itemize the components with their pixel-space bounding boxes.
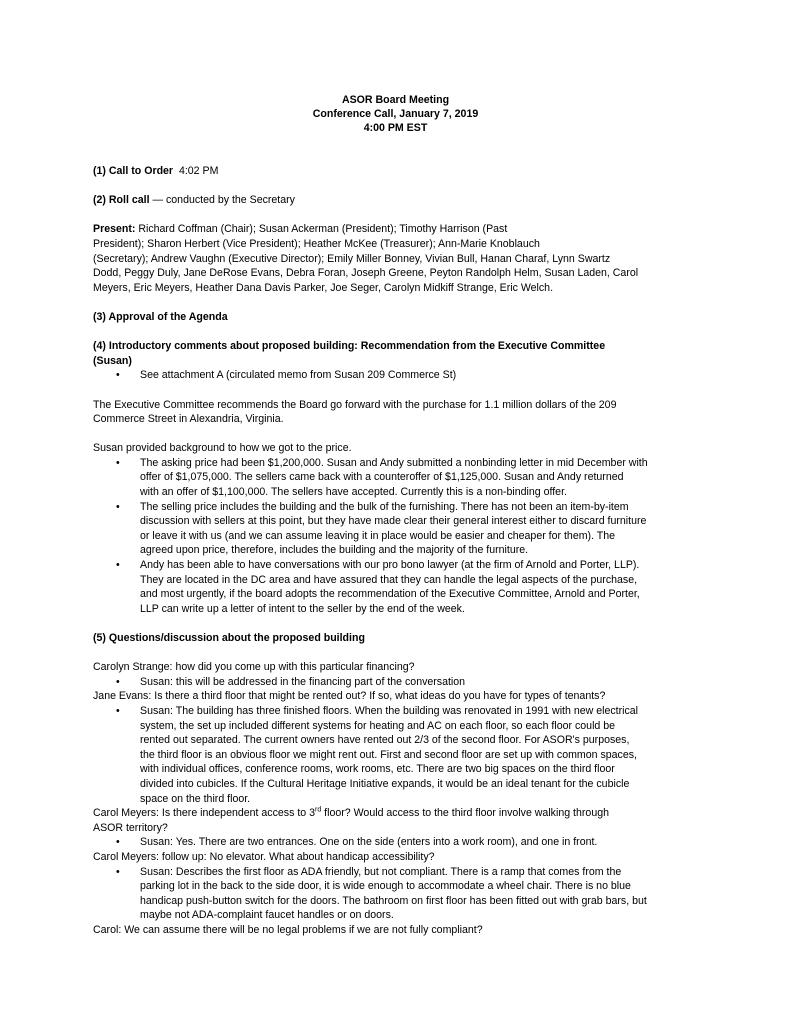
text-line: See attachment A (circulated memo from Susan 209 Commerce St) — [140, 369, 457, 382]
text-line: and most urgently, if the board adopts the recommendation of the Executive Committee, Arnold and Porter, — [140, 588, 640, 601]
bullet-icon: • — [116, 369, 120, 382]
bullet-list — [93, 675, 703, 690]
text-line: Richard Coffman (Chair); Susan Ackerman (President); Timothy Harrison (Past — [135, 223, 508, 236]
bullet-list — [93, 865, 703, 923]
section-roll-call — [93, 193, 703, 208]
bullet-icon: • — [116, 500, 120, 513]
section-call-to-order — [93, 164, 703, 179]
text-line: Susan: this will be addressed in the financing part of the conversation — [140, 675, 466, 688]
list-item — [93, 865, 703, 923]
text-line: system, the set up included different systems for heating and AC on each floor, so each floor could be — [140, 719, 616, 732]
section-heading: (4) Introductory comments about proposed building: Recommendation from the Executive Committee — [93, 340, 606, 353]
text-line: the third floor is an obvious floor we might rent out. First and second floor are set up with common spaces, — [140, 748, 637, 761]
text-line: Susan: Yes. There are two entrances. One on the side (enters into a work room), and one in front. — [140, 836, 598, 849]
text-line: handicap push-button switch for the doors. The bathroom on first floor has been fitted out with grab bars, but — [140, 894, 647, 907]
bullet-icon: • — [116, 559, 120, 572]
text-line: LLP can write up a letter of intent to the seller by the end of the week. — [140, 602, 465, 615]
attendance-paragraph — [93, 222, 703, 295]
bullet-icon: • — [116, 865, 120, 878]
text-line: divided into cubicles. If the Cultural Heritage Initiative expands, it would be an ideal tenant for the cubicle — [140, 777, 630, 790]
text-line: offer of $1,075,000. The sellers came back with a counteroffer of $1,125,000. Susan and Andy returned — [140, 471, 624, 484]
text-line: parking lot in the back to the side door, it is wide enough to accommodate a wheel chair. There is no blue — [140, 880, 631, 893]
text-line: Carol Meyers: follow up: No elevator. What about handicap accessibility? — [93, 850, 435, 863]
bullet-icon: • — [116, 675, 120, 688]
bullet-list — [93, 368, 703, 383]
text-line: Jane Evans: Is there a third floor that might be rented out? If so, what ideas do you have for types of tenants? — [93, 690, 606, 703]
text-line: rented out separated. The current owners have rented out 2/3 of the second floor. For ASOR's purposes, — [140, 734, 630, 747]
text-line: Carol: We can assume there will be no legal problems if we are not fully compliant? — [93, 923, 483, 936]
text-line: Commerce Street in Alexandria, Virginia. — [93, 413, 284, 426]
text-line: with an offer of $1,100,000. The sellers have accepted. Currently this is a non-binding offer. — [140, 486, 567, 499]
text-line: ASOR territory? — [93, 821, 168, 834]
text-line: The Executive Committee recommends the Board go forward with the purchase for 1.1 million dollars of the 209 — [93, 398, 617, 411]
bullet-icon: • — [116, 456, 120, 469]
bullet-list — [93, 835, 703, 850]
text-line: They are located in the DC area and have assured that they can handle the legal aspects of the purchase, — [140, 573, 638, 586]
text-line: agreed upon price, therefore, includes the building and the majority of the furniture. — [140, 544, 529, 557]
text-line: The selling price includes the building and the bulk of the furnishing. There has not been an item-by-item — [140, 500, 629, 513]
text-line: (Secretary); Andrew Vaughn (Executive Director); Emily Miller Bonney, Vivian Bull, Hanan Charaf, Lynn Swartz — [93, 252, 611, 265]
text-line: Susan: The building has three finished floors. When the building was renovated in 1991 with new electrical — [140, 704, 639, 717]
list-item — [93, 835, 703, 850]
bullet-icon: • — [116, 704, 120, 717]
list-item — [93, 456, 703, 500]
section-heading: (Susan) — [93, 354, 132, 367]
section-heading: (5) Questions/discussion about the proposed building — [93, 632, 365, 644]
minutes-body — [93, 164, 703, 937]
text-line: with individual offices, conference rooms, work rooms, etc. There are two big spaces on the third floor — [140, 763, 615, 776]
text-line: Susan: Describes the first floor as ADA friendly, but not compliant. There is a ramp that comes from the — [140, 865, 622, 878]
text-line: The asking price had been $1,200,000. Susan and Andy submitted a nonbinding letter in mid December with — [140, 456, 648, 469]
section-heading: (1) Call to Order — [93, 165, 174, 177]
text-line: Carolyn Strange: how did you come up with this particular financing? — [93, 661, 415, 674]
document-header — [0, 93, 791, 135]
text-line: President); Sharon Herbert (Vice President); Heather McKee (Treasurer); Ann-Marie Knoblauch — [93, 237, 540, 250]
text-line: Susan provided background to how we got to the price. — [93, 442, 352, 455]
section-heading: (3) Approval of the Agenda — [93, 310, 228, 323]
text-line: discussion with sellers at this point, but they have made clear their general interest either to discard furniture — [140, 515, 647, 528]
section-text: — conducted by the Secretary — [149, 194, 295, 207]
text-line: Andy has been able to have conversations with our pro bono lawyer (at the firm of Arnold and Porter, LLP). — [140, 559, 640, 572]
text-line: Carol Meyers: Is there independent access to 3rd floor? Would access to the third floor involve walking through — [93, 806, 609, 820]
header-subtitle: Conference Call, January 7, 2019 — [312, 108, 479, 120]
bullet-icon: • — [116, 836, 120, 849]
text-line: or leave it with us (and we can assume leaving it in place would be easier and cheaper for them). The — [140, 529, 616, 542]
text-line: maybe not ADA-complaint faucet handles or on doors. — [140, 909, 394, 922]
header-title: ASOR Board Meeting — [341, 94, 450, 106]
list-item — [93, 500, 703, 558]
bullet-list — [93, 456, 703, 617]
text-line: Dodd, Peggy Duly, Jane DeRose Evans, Debra Foran, Joseph Greene, Peyton Randolph Helm, Susan Laden, Carol — [93, 267, 639, 280]
present-label: Present: — [93, 223, 136, 236]
list-item — [93, 368, 703, 383]
text-line: space on the third floor. — [140, 792, 251, 805]
section-heading: (2) Roll call — [93, 194, 150, 207]
section-text: 4:02 PM — [178, 165, 219, 177]
bullet-list — [93, 704, 703, 806]
list-item — [93, 704, 703, 806]
text-line: Meyers, Eric Meyers, Heather Dana Davis Parker, Joe Seger, Carolyn Midkiff Strange, Eric Welch. — [93, 281, 554, 294]
list-item — [93, 675, 703, 690]
header-time: 4:00 PM EST — [363, 122, 428, 134]
list-item — [93, 558, 703, 616]
